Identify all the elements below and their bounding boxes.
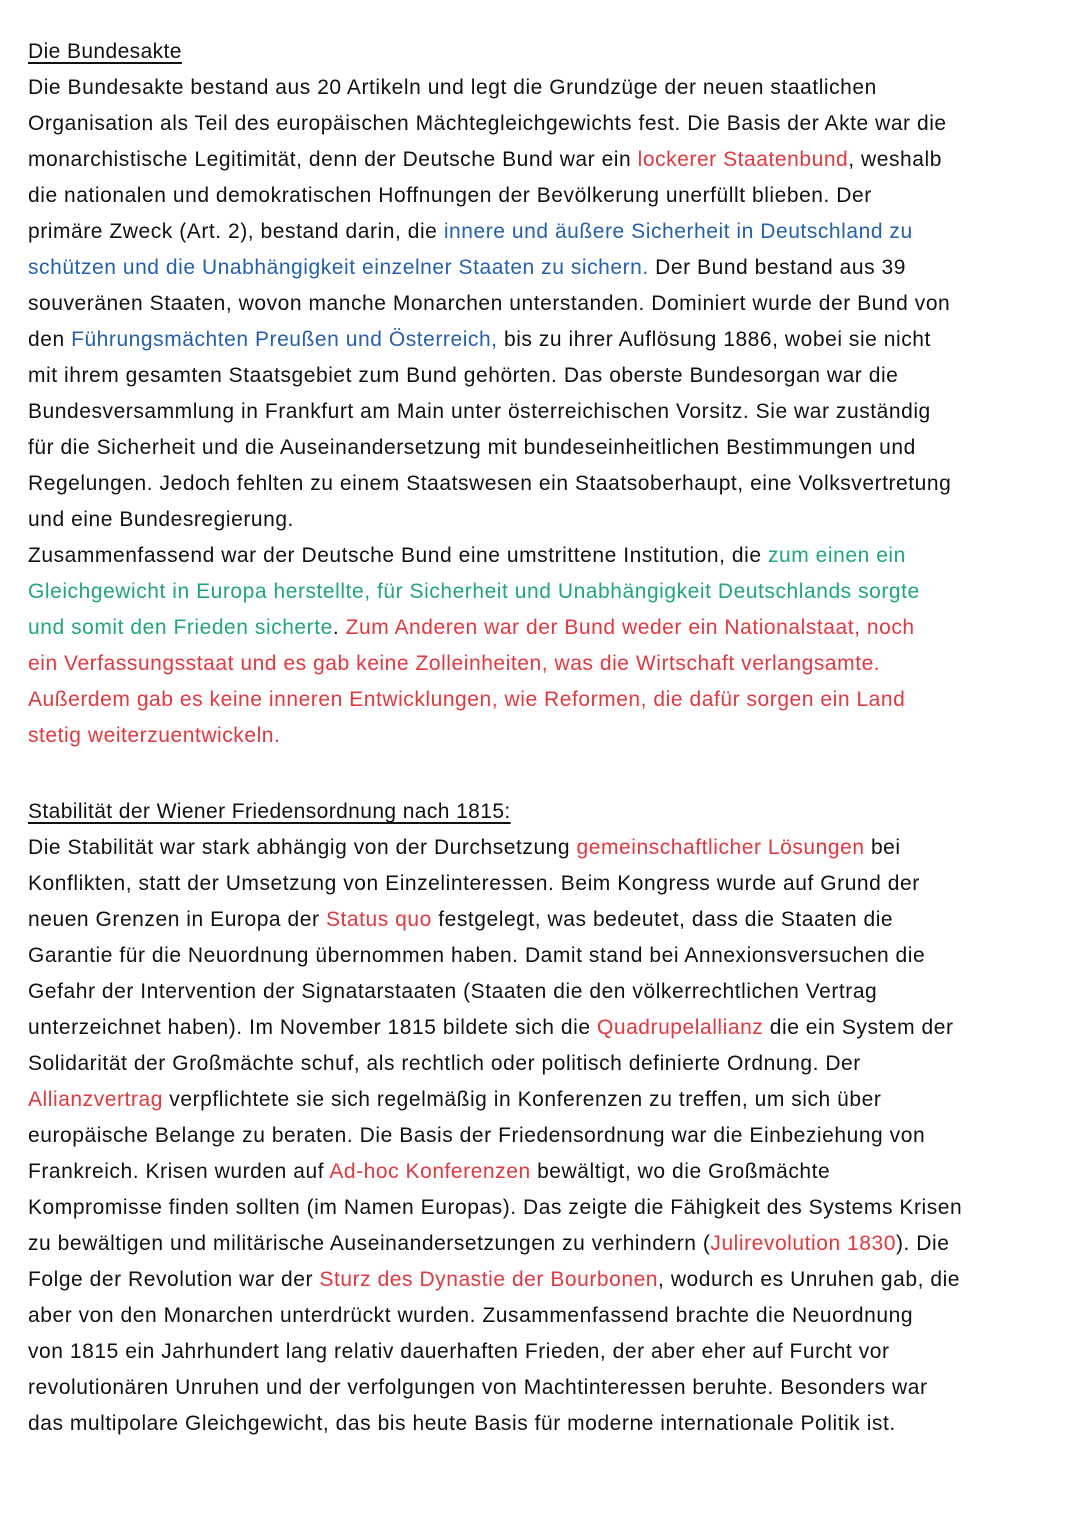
text-line <box>28 1010 962 1046</box>
text-line <box>28 1118 962 1154</box>
text-line <box>28 974 962 1010</box>
text-line <box>28 938 962 974</box>
text-line <box>28 1226 962 1262</box>
text-line <box>28 646 962 682</box>
text-line <box>28 430 962 466</box>
section-heading: Die Bundesakte <box>28 40 182 63</box>
highlighted-text-red: gemeinschaftlicher Lösungen <box>576 836 865 859</box>
text-line <box>28 682 962 718</box>
text-line <box>28 70 962 106</box>
text-line <box>28 1370 962 1406</box>
text-line <box>28 142 962 178</box>
body-text: revolutionären Unruhen und der verfolgungen von Machtinteressen beruhte. Besonders war <box>28 1376 928 1399</box>
text-line <box>28 286 962 322</box>
text-line <box>28 1154 962 1190</box>
highlighted-text-blue: innere und äußere Sicherheit in Deutschland zu <box>443 220 913 243</box>
highlighted-text-blue: Führungsmächten Preußen und Österreich, <box>71 328 498 351</box>
body-text: Zusammenfassend war der Deutsche Bund eine umstrittene Institution, die <box>28 544 768 567</box>
highlighted-text-red: Ad-hoc Konferenzen <box>329 1160 531 1183</box>
text-line <box>28 1406 962 1442</box>
highlighted-text-red: Quadrupelallianz <box>596 1016 764 1039</box>
body-text: Bundesversammlung in Frankfurt am Main unter österreichischen Vorsitz. Sie war zuständig <box>28 400 931 423</box>
text-line <box>28 538 962 574</box>
body-text: Der Bund bestand aus 39 <box>648 256 906 279</box>
body-text: Gefahr der Intervention der Signatarstaaten (Staaten die den völkerrechtlichen Vertrag <box>28 980 878 1003</box>
text-line <box>28 358 962 394</box>
text-line <box>28 1046 962 1082</box>
body-text: europäische Belange zu beraten. Die Basis der Friedensordnung war die Einbeziehung von <box>28 1124 926 1147</box>
highlighted-text-red: Julirevolution 1830 <box>710 1232 896 1255</box>
body-text: neuen Grenzen in Europa der <box>28 908 326 931</box>
body-text: Folge der Revolution war der <box>28 1268 320 1291</box>
body-text: ). Die <box>895 1232 950 1255</box>
body-text: festgelegt, was bedeutet, dass die Staaten die <box>431 908 894 931</box>
text-line <box>28 250 962 286</box>
body-text: primäre Zweck (Art. 2), bestand darin, die <box>28 220 444 243</box>
text-line <box>28 1334 962 1370</box>
text-line <box>28 902 962 938</box>
body-text: von 1815 ein Jahrhundert lang relativ dauerhaften Frieden, der aber eher auf Furcht vor <box>28 1340 890 1363</box>
text-line <box>28 718 962 754</box>
text-line <box>28 1190 962 1226</box>
section-heading: Stabilität der Wiener Friedensordnung nach 1815: <box>28 800 511 823</box>
text-line <box>28 322 962 358</box>
body-text: Organisation als Teil des europäischen Mächtegleichgewichts fest. Die Basis der Akte war die <box>28 112 947 135</box>
text-line <box>28 1262 962 1298</box>
text-line <box>28 502 962 538</box>
text-line <box>28 178 962 214</box>
text-line <box>28 610 962 646</box>
body-text: für die Sicherheit und die Auseinandersetzung mit bundeseinheitlichen Bestimmungen und <box>28 436 916 459</box>
body-text: bis zu ihrer Auflösung 1886, wobei sie nicht <box>497 328 931 351</box>
highlighted-text-red: Status quo <box>325 908 432 931</box>
highlighted-text-blue: schützen und die Unabhängigkeit einzelner Staaten zu sichern. <box>28 256 649 279</box>
section-wiener-friedensordnung <box>28 794 962 1442</box>
body-text: bewältigt, wo die Großmächte <box>530 1160 831 1183</box>
highlighted-text-red: Allianzvertrag <box>28 1088 163 1111</box>
body-text: Kompromisse finden sollten (im Namen Europas). Das zeigte die Fähigkeit des Systems Krisen <box>28 1196 963 1219</box>
body-text: monarchistische Legitimität, denn der Deutsche Bund war ein <box>28 148 638 171</box>
text-line <box>28 574 962 610</box>
body-text: mit ihrem gesamten Staatsgebiet zum Bund gehörten. Das oberste Bundesorgan war die <box>28 364 899 387</box>
text-line <box>28 106 962 142</box>
text-line <box>28 866 962 902</box>
body-text: Die Bundesakte bestand aus 20 Artikeln und legt die Grundzüge der neuen staatlichen <box>28 76 877 99</box>
body-text: verpflichtete sie sich regelmäßig in Konferenzen zu treffen, um sich über <box>162 1088 882 1111</box>
highlighted-text-red: ein Verfassungsstaat und es gab keine Zolleinheiten, was die Wirtschaft verlangsamte. <box>28 652 881 675</box>
body-text: . <box>332 616 346 639</box>
highlighted-text-red: Zum Anderen war der Bund weder ein Nationalstaat, noch <box>345 616 915 639</box>
body-text: zu bewältigen und militärische Auseinandersetzungen zu verhindern ( <box>28 1232 711 1255</box>
text-line <box>28 830 962 866</box>
body-text: aber von den Monarchen unterdrückt wurden. Zusammenfassend brachte die Neuordnung <box>28 1304 914 1327</box>
body-text: Garantie für die Neuordnung übernommen haben. Damit stand bei Annexionsversuchen die <box>28 944 926 967</box>
highlighted-text-red: stetig weiterzuentwickeln. <box>28 724 281 747</box>
body-text: den <box>28 328 72 351</box>
highlighted-text-red: lockerer Staatenbund <box>637 148 849 171</box>
body-text: Solidarität der Großmächte schuf, als rechtlich oder politisch definierte Ordnung. Der <box>28 1052 861 1075</box>
body-text: das multipolare Gleichgewicht, das bis heute Basis für moderne internationale Politik ist. <box>28 1412 896 1435</box>
body-text: die nationalen und demokratischen Hoffnungen der Bevölkerung unerfüllt blieben. Der <box>28 184 872 207</box>
body-text: , weshalb <box>848 148 942 171</box>
body-text: bei <box>864 836 901 859</box>
text-line <box>28 214 962 250</box>
body-text: die ein System der <box>763 1016 954 1039</box>
body-text: unterzeichnet haben). Im November 1815 bildete sich die <box>28 1016 597 1039</box>
text-line <box>28 394 962 430</box>
body-text: und eine Bundesregierung. <box>28 508 294 531</box>
text-line <box>28 1082 962 1118</box>
highlighted-text-green: Gleichgewicht in Europa herstellte, für Sicherheit und Unabhängigkeit Deutschlands sorgte <box>28 580 920 603</box>
body-text: Frankreich. Krisen wurden auf <box>28 1160 330 1183</box>
body-text: Konflikten, statt der Umsetzung von Einzelinteressen. Beim Kongress wurde auf Grund der <box>28 872 920 895</box>
highlighted-text-red: Sturz des Dynastie der Bourbonen <box>319 1268 659 1291</box>
body-text: souveränen Staaten, wovon manche Monarchen unterstanden. Dominiert wurde der Bund von <box>28 292 951 315</box>
body-text: Die Stabilität war stark abhängig von der Durchsetzung <box>28 836 577 859</box>
highlighted-text-red: Außerdem gab es keine inneren Entwicklungen, wie Reformen, die dafür sorgen ein Land <box>28 688 906 711</box>
text-line <box>28 466 962 502</box>
highlighted-text-green: zum einen ein <box>767 544 906 567</box>
section-bundesakte <box>28 34 962 754</box>
body-text: , wodurch es Unruhen gab, die <box>658 1268 961 1291</box>
highlighted-text-green: und somit den Frieden sicherte <box>28 616 333 639</box>
body-text: Regelungen. Jedoch fehlten zu einem Staatswesen ein Staatsoberhaupt, eine Volksvertretung <box>28 472 952 495</box>
text-line <box>28 1298 962 1334</box>
document-page <box>28 34 962 1442</box>
